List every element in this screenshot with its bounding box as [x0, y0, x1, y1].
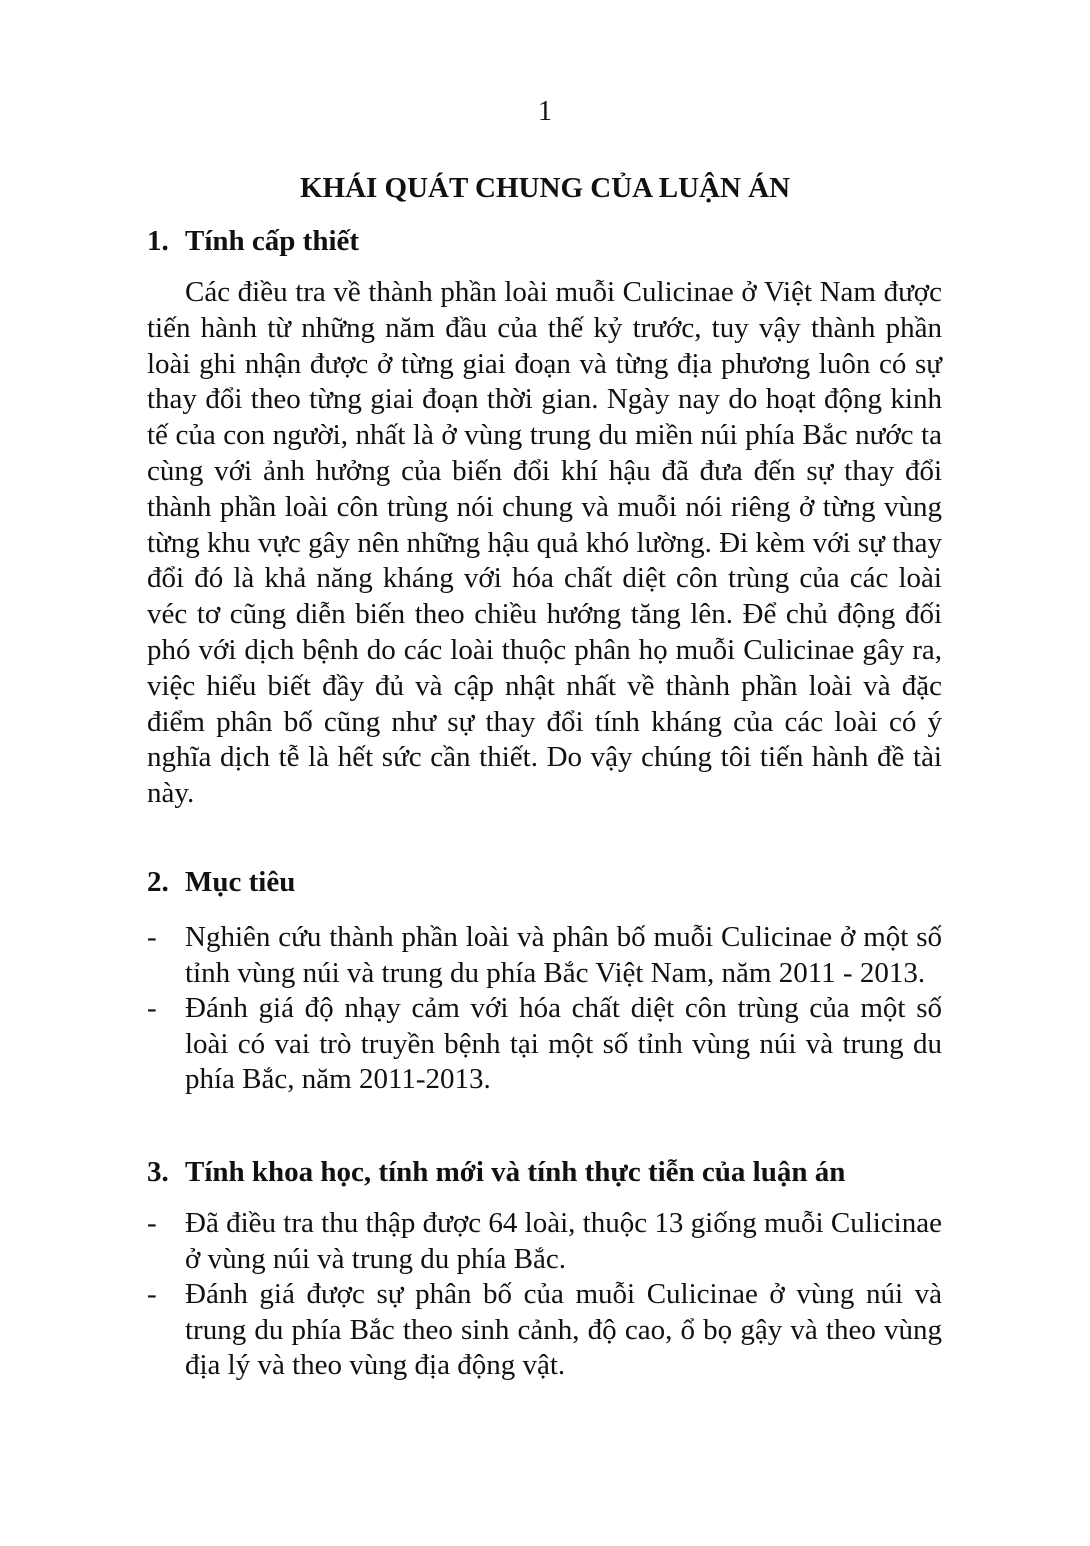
- bullet-dash: -: [147, 1207, 157, 1239]
- list-item: [147, 1206, 942, 1277]
- bullet-dash: -: [147, 992, 157, 1024]
- list-item-text: Nghiên cứu thành phần loài và phân bố muỗi Culicinae ở một số tỉnh vùng núi và trung du phía Bắc Việt Nam, năm 2011 - 2013.: [185, 921, 942, 989]
- list-item: [147, 920, 942, 991]
- document-title: KHÁI QUÁT CHUNG CỦA LUẬN ÁN: [299, 172, 791, 204]
- section-number: 3.: [147, 1156, 169, 1188]
- list-item-text: Đánh giá được sự phân bố của muỗi Culicinae ở vùng núi và trung du phía Bắc theo sinh cảnh, độ cao, ổ bọ gậy và theo vùng địa lý và theo vùng địa động vật.: [185, 1278, 942, 1381]
- section-heading-2: [147, 862, 947, 902]
- list-item-text: Đã điều tra thu thập được 64 loài, thuộc 13 giống muỗi Culicinae ở vùng núi và trung du phía Bắc.: [185, 1207, 942, 1275]
- section-title: Mục tiêu: [185, 866, 296, 898]
- section-1-paragraph: Các điều tra về thành phần loài muỗi Culicinae ở Việt Nam được tiến hành từ những năm đầu của thế kỷ trước, tuy vậy thành phần loài ghi nhận được ở từng giai đoạn và từng địa phương luôn có sự thay đổi theo từng giai đoạn thời gian. Ngày nay do hoạt động kinh tế của con người, nhất là ở vùng trung du miền núi phía Bắc nước ta cùng với ảnh hưởng của biến đổi khí hậu đã đưa đến sự thay đổi thành phần loài côn trùng nói chung và muỗi nói riêng ở từng vùng từng khu vực gây nên những hậu quả khó lường. Đi kèm với sự thay đổi đó là khả năng kháng với hóa chất diệt côn trùng của các loài véc tơ cũng diễn biến theo chiều hướng tăng lên. Để chủ động đối phó với dịch bệnh do các loài thuộc phân họ muỗi Culicinae gây ra, việc hiểu biết đầy đủ và cập nhật nhất về thành phần loài và đặc điểm phân bố cũng như sự thay đổi tính kháng của các loài có ý nghĩa dịch tễ là hết sức cần thiết. Do vậy chúng tôi tiến hành đề tài này.: [147, 276, 942, 810]
- page-number: 1: [538, 96, 552, 127]
- contributions-list: [147, 1206, 942, 1384]
- list-item-text: Đánh giá độ nhạy cảm với hóa chất diệt côn trùng của một số loài có vai trò truyền bệnh tại một số tỉnh vùng núi và trung du phía Bắc, năm 2011-2013.: [185, 992, 942, 1095]
- section-title: Tính khoa học, tính mới và tính thực tiễn của luận án: [185, 1156, 846, 1188]
- section-heading-1: [147, 221, 947, 261]
- list-item: [147, 1277, 942, 1384]
- list-item: [147, 991, 942, 1098]
- section-number: 1.: [147, 225, 169, 257]
- section-number: 2.: [147, 866, 169, 898]
- section-heading-3: [147, 1152, 947, 1192]
- bullet-dash: -: [147, 1278, 157, 1310]
- bullet-dash: -: [147, 921, 157, 953]
- section-title: Tính cấp thiết: [185, 225, 360, 257]
- objectives-list: [147, 920, 942, 1098]
